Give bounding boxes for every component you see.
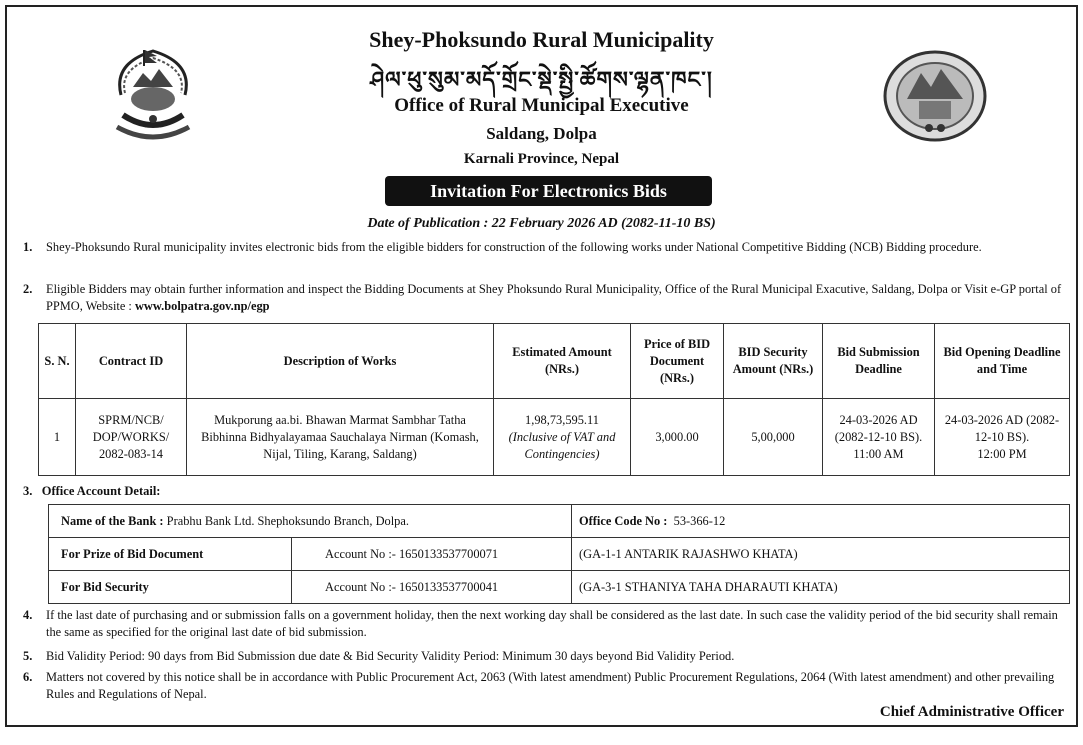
publication-date: Date of Publication : 22 February 2026 AD (2082-11-10 BS) xyxy=(367,216,716,231)
bank-value: Prabhu Bank Ltd. Shephoksundo Branch, Dolpa. xyxy=(166,514,409,528)
cell-submission-deadline xyxy=(823,399,935,476)
cell-price: 3,000.00 xyxy=(631,399,724,476)
estimated-amount-note: (Inclusive of VAT and Contingencies) xyxy=(508,429,616,461)
account-khata: (GA-3-1 STHANIYA TAHA DHARAUTI KHATA) xyxy=(579,580,838,594)
account-khata: (GA-1-1 ANTARIK RAJASHWO KHATA) xyxy=(579,547,798,561)
notice-title-banner: Invitation For Electronics Bids xyxy=(385,176,712,206)
estimated-amount-value: 1,98,73,595.11 xyxy=(525,412,599,427)
website-link[interactable]: www.bolpatra.gov.np/egp xyxy=(134,299,270,313)
point-number: 6. xyxy=(23,670,33,684)
bank-cell xyxy=(61,505,409,537)
opening-time: 12:00 PM xyxy=(977,446,1027,461)
point-number: 5. xyxy=(23,649,33,663)
point-2-text: Eligible Bidders may obtain further information and inspect the Bidding Documents at Shey Phoksundo Rural Municipality, Office of the Rural Municipal Exacutive, Saldang, Dolpa or Visit e-GP portal of PPMO, Website : xyxy=(46,282,1062,313)
col-sn: S. N. xyxy=(39,324,76,399)
account-table xyxy=(48,504,1070,604)
divider xyxy=(291,538,292,570)
col-contract-id: Contract ID xyxy=(76,324,187,399)
point-4 xyxy=(23,607,1066,641)
point-number: 1. xyxy=(23,240,33,254)
works-table xyxy=(38,323,1070,476)
point-6 xyxy=(23,669,1066,703)
cell-security: 5,00,000 xyxy=(724,399,823,476)
point-5 xyxy=(23,648,1066,665)
point-number: 3. xyxy=(23,484,33,498)
signatory-title: Chief Administrative Officer xyxy=(879,704,1064,720)
account-section-title: Office Account Detail: xyxy=(41,484,161,498)
account-number: Account No :- 1650133537700041 xyxy=(325,580,499,594)
submission-time: 11:00 AM xyxy=(853,446,904,461)
point-text: Shey-Phoksundo Rural municipality invites electronic bids from the eligible bidders for construction of the following works under National Competitive Bidding (NCB) Bidding procedure. xyxy=(46,240,982,254)
col-estimated-amount: Estimated Amount (NRs.) xyxy=(494,324,631,399)
account-label: For Prize of Bid Document xyxy=(61,547,204,561)
cell-description: Mukporung aa.bi. Bhawan Marmat Sambhar Tatha Bibhinna Bidhyalayamaa Sauchalaya Nirman (Komash, Nijal, Tiling, Karang, Saldang) xyxy=(187,399,494,476)
point-number: 4. xyxy=(23,608,33,622)
cell-sn: 1 xyxy=(39,399,76,476)
table-header-row xyxy=(39,324,1070,399)
point-2 xyxy=(23,281,1066,315)
submission-date: 24-03-2026 AD (2082-12-10 BS). xyxy=(834,412,923,444)
office-location: Saldang, Dolpa xyxy=(486,124,597,143)
col-opening-deadline: Bid Opening Deadline and Time xyxy=(935,324,1070,399)
notice-page xyxy=(5,5,1078,727)
account-number: Account No :- 1650133537700071 xyxy=(325,547,499,561)
table-row xyxy=(39,399,1070,476)
municipality-name-tibetan: ཤེལ་ཕུ་སུམ་མདོ་གྲོང་སྡེ་སྤྱི་ཚོགས་ལྷན་ཁང་། xyxy=(370,68,713,93)
col-price-bid-document: Price of BID Document (NRs.) xyxy=(631,324,724,399)
point-text: Matters not covered by this notice shall be in accordance with Public Procurement Act, 2063 (With latest amendment) Public Procurement Regulations, 2064 (With latest amendment) and other prevailing Rules and Regulations of Nepal. xyxy=(46,670,1055,701)
account-row-bid-document xyxy=(49,538,1069,571)
cell-contract-id: SPRM/NCB/ DOP/WORKS/ 2082-083-14 xyxy=(76,399,187,476)
bank-row xyxy=(49,505,1069,538)
col-bid-security: BID Security Amount (NRs.) xyxy=(724,324,823,399)
office-name: Office of Rural Municipal Executive xyxy=(394,95,689,116)
account-label: For Bid Security xyxy=(61,580,149,594)
cell-estimated-amount xyxy=(494,399,631,476)
point-text: Bid Validity Period: 90 days from Bid Submission due date & Bid Security Validity Period: Minimum 30 days beyond Bid Validity Period. xyxy=(46,649,735,663)
point-3 xyxy=(23,484,160,499)
province-name: Karnali Province, Nepal xyxy=(463,151,620,167)
opening-date: 24-03-2026 AD (2082-12-10 BS). xyxy=(944,412,1060,444)
point-text xyxy=(46,281,1066,315)
office-code-cell xyxy=(579,505,725,537)
cell-opening-deadline xyxy=(935,399,1070,476)
bank-label: Name of the Bank : xyxy=(61,514,164,528)
col-submission-deadline: Bid Submission Deadline xyxy=(823,324,935,399)
point-1 xyxy=(23,239,1066,256)
divider xyxy=(291,571,292,603)
account-row-bid-security xyxy=(49,571,1069,603)
point-number: 2. xyxy=(23,282,33,296)
office-code-value: 53-366-12 xyxy=(673,514,726,528)
divider xyxy=(571,538,572,570)
divider xyxy=(571,505,572,537)
col-description: Description of Works xyxy=(187,324,494,399)
point-text: If the last date of purchasing and or submission falls on a government holiday, then the next working day shall be considered as the last date. In such case the validity period of the bid security shall remain the same as specified for the original last date of bid submission. xyxy=(46,608,1058,639)
municipality-name: Shey-Phoksundo Rural Municipality xyxy=(369,27,714,52)
office-code-label: Office Code No : xyxy=(579,514,668,528)
divider xyxy=(571,571,572,603)
